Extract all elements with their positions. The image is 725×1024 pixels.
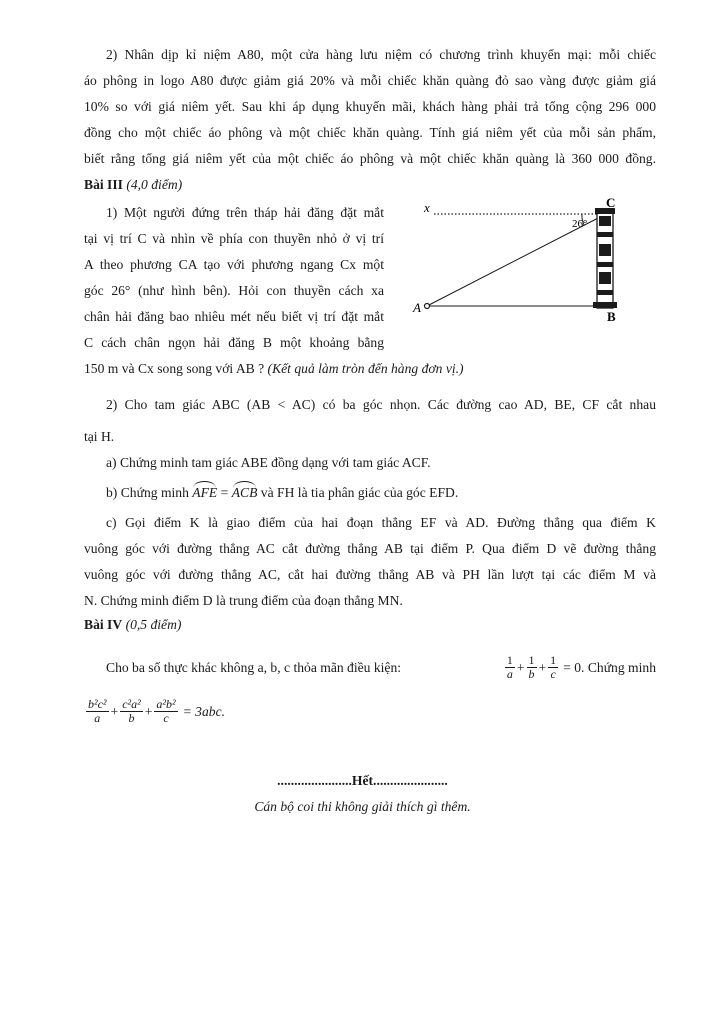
problem-2-line-2: áo phông in logo A80 được giảm giá 20% và mỗi chiếc khăn quàng đỏ sao vàng được giảm giá [84,73,656,88]
problem-2-line-5: biết rằng tổng giá niêm yết của một chiếc áo phông và một chiếc khăn quàng là 360 000 đồng. [84,151,656,166]
eq-den-2: b [128,711,135,725]
q1-last-text: 150 m và Cx song song với AB ? [84,361,265,376]
q2b-suffix: và FH là tia phân giác của góc EFD. [260,485,459,500]
eq-term-2: c²a² [122,697,141,711]
section-points: (4,0 điểm) [126,177,183,192]
eq-result: = 3abc. [182,703,226,719]
label-c: C [606,196,616,210]
q1-line-3: A theo phương CA tạo với phương ngang Cx một [84,257,384,272]
q1-line-4: góc 26° (như hình bên). Hỏi con thuyền cách xa [84,283,384,298]
q4-condition: $\frac{1}{a}$ + $\frac{1}{b}$ + $\frac{1}{c}$ = 0. Chứng minh [506,653,656,681]
problem-2-line-1: 2) Nhân dịp kỉ niệm A80, một cửa hàng lưu niệm có chương trình khuyến mại: mỗi chiếc [106,47,656,62]
q1-line-1: 1) Một người đứng trên tháp hải đăng đặt mắt [106,205,384,220]
lighthouse-icon [593,208,617,308]
section-heading-IV [84,616,181,634]
section-heading-III [84,176,182,194]
q2-line-1: 2) Cho tam giác ABC (AB < AC) có ba góc nhọn. Các đường cao AD, BE, CF cắt nhau [106,397,656,412]
section-title: Bài IV [84,617,123,632]
q1-line-2: tại vị trí C và nhìn về phía con thuyền nhỏ ở vị trí [84,231,384,246]
q4-condition-line [106,654,656,681]
q4-prefix: Cho ba số thực khác không a, b, c thỏa mãn điều kiện: [106,659,402,675]
label-a: A [413,300,421,315]
lighthouse-figure [400,196,645,326]
section-title: Bài III [84,177,123,192]
eq-term-1: b²c² [88,697,107,711]
proctor-note: Cán bộ coi thi không giải thích gì thêm. [254,799,471,814]
q4-equation: $\frac{\text{b²c²}}{a}$ + $\frac{\text{c²a²}}{b}$ + $\frac{\text{a²b²}}{c}$ = 3abc. [88,697,226,725]
point-a [425,304,430,309]
angle-label: 26° [572,218,588,230]
q2b-prefix: b) Chứng minh [106,485,189,500]
q2a-text: a) Chứng minh tam giác ABE đồng dạng với tam giác ACF. [106,455,431,470]
q1-rounding-note: (Kết quả làm tròn đến hàng đơn vị.) [267,361,464,376]
q1-line-7 [84,360,464,378]
eq-den-3: c [163,711,169,725]
q2c-line-4: N. Chứng minh điểm D là trung điểm của đoạn thẳng MN. [84,593,403,608]
angle-acb: ACB [231,485,258,500]
q2b-text: b) Chứng minh AFE = ACB và FH là tia phân giác của góc EFD. [106,485,459,500]
q1-line-5: chân hải đăng bao nhiêu mét nếu biết vị trí đặt mắt [84,309,384,324]
angle-afe: AFE [192,485,218,500]
q4-condition-tail: = 0. Chứng minh [563,659,656,675]
label-b: B [607,309,616,324]
label-x: x [424,200,430,215]
q2-line-2: tại H. [84,429,115,444]
end-marker: ......................Hết...................... [277,773,448,788]
problem-2-line-3: 10% so với giá niêm yết. Sau khi áp dụng khuyến mãi, khách hàng phải trả tổng cộng 296 000 [84,99,656,114]
q2c-line-3: vuông góc với đường thẳng AC, cắt hai đường thẳng AB và PH lần lượt tại các điểm M và [84,567,656,582]
q1-line-6: C cách chân ngọn hải đăng B một khoảng bằng [84,335,384,350]
eq-den-1: a [94,711,101,725]
eq-term-3: a²b² [156,697,176,711]
q2c-line-2: vuông góc với đường thẳng AC cắt đường thẳng AB tại điểm P. Qua điểm D vẽ đường thẳng [84,541,656,556]
q2c-line-1: c) Gọi điểm K là giao điểm của hai đoạn thẳng EF và AD. Đường thẳng qua điểm K [106,515,656,530]
section-points: (0,5 điểm) [125,617,182,632]
problem-2-line-4: đồng cho một chiếc áo phông và một chiếc khăn quàng. Tính giá niêm yết của mỗi sản phẩm, [84,125,656,140]
